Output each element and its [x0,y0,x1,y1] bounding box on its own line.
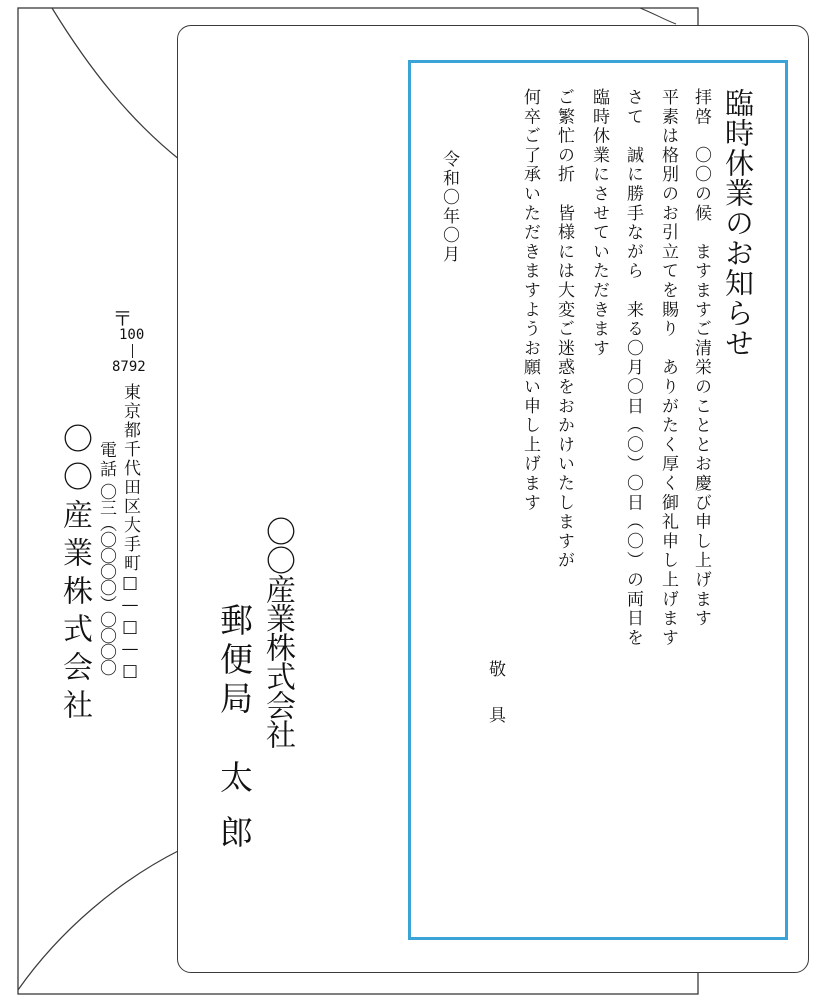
recipient-company: 〇〇産業株式会社 [260,516,295,748]
letter-date: 令和〇年〇月 [439,150,459,264]
postal-mark: 〒 [109,308,133,328]
recipient-given-name: 太郎 [215,760,254,870]
body-line-4: 臨時休業にさせていただきます [589,88,609,359]
sender-address-text: 東京都千代田区大手町 [120,383,140,573]
body-line-6: 何卒ご了承いただきますようお願い申し上げます [520,88,540,513]
sender-address [121,383,138,683]
closing-kei: 敬 [485,660,505,677]
letter-title: 臨時休業のお知らせ [721,88,755,358]
postal-code-second: 8792 [112,359,146,375]
sender-phone: 〇三（〇〇〇〇）〇〇〇〇 [96,483,116,675]
body-line-2: 平素は格別のお引立てを賜り ありがたく厚く御礼申し上げます [658,88,678,648]
body-line-5: ご繁忙の折 皆様には大変ご迷惑をおかけいたしますが [554,88,574,571]
sender-company: 〇〇産業株式会社 [57,423,92,727]
sender-address-number: □—□—□ [120,573,140,683]
recipient-family-name: 郵便局 [215,603,254,720]
sender-phone-label: 電話 [96,441,116,479]
postal-code-dash [132,344,133,358]
closing-gu: 具 [485,706,505,723]
body-line-3: さて 誠に勝手ながら 来る〇月〇日（〇）〇日（〇）の両日を [623,88,643,648]
postal-code-first: 100 [119,327,145,343]
body-line-1: 拝啓 〇〇の候 ますますご清栄のこととお慶び申し上げます [691,88,711,629]
